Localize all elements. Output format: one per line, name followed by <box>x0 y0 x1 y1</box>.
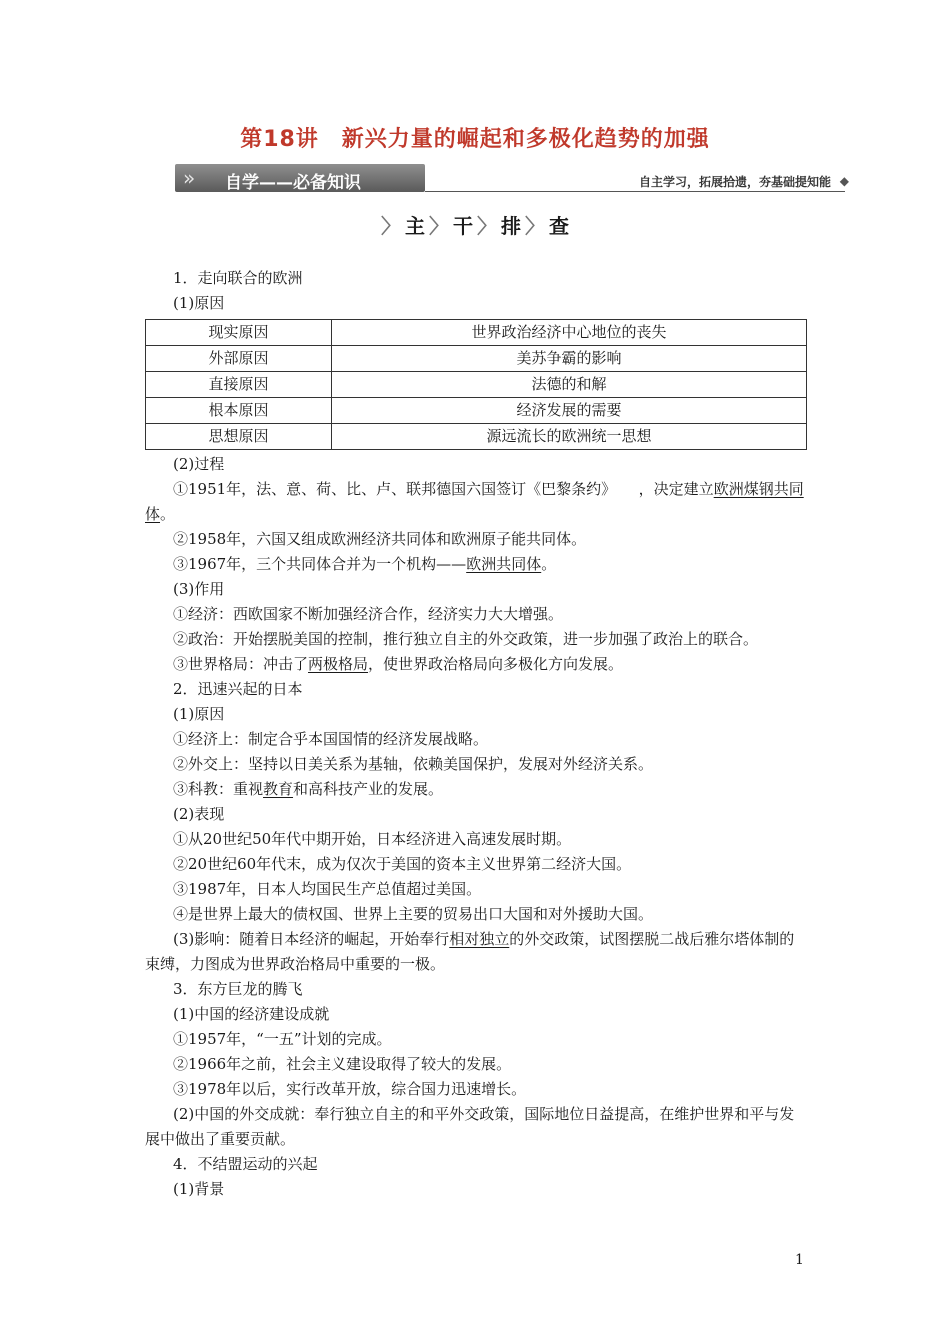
table-row <box>146 372 807 398</box>
text-run: ①1951年，法、意、荷、比、卢、联邦德国六国签订《巴黎条约》 ，决定建立 <box>173 480 714 498</box>
text-run: ③科教：重视 <box>173 780 264 798</box>
subsection-label: (1)背景 <box>173 1180 225 1198</box>
table-cell: 美苏争霸的影响 <box>332 346 807 372</box>
paragraph: ①1957年，“一五”计划的完成。 <box>173 1030 392 1048</box>
table-cell: 经济发展的需要 <box>332 398 807 424</box>
table-row <box>146 346 807 372</box>
table-cell: 根本原因 <box>146 398 332 424</box>
subsection-label: (1)原因 <box>173 294 225 312</box>
paragraph: ①经济：西欧国家不断加强经济合作，经济实力大大增强。 <box>173 605 564 623</box>
text-run: 。 <box>541 555 557 573</box>
paragraph <box>145 777 807 802</box>
table-row <box>146 398 807 424</box>
subhead-char: 干 <box>453 214 473 238</box>
paragraph <box>145 927 807 977</box>
section-heading: 4．不结盟运动的兴起 <box>173 1155 318 1173</box>
main-content <box>145 266 807 1202</box>
section-heading: 1．走向联合的欧洲 <box>173 269 303 287</box>
underlined-term: 欧洲煤钢共同体 <box>145 480 804 523</box>
paragraph: ①从20世纪50年代中期开始，日本经济进入高速发展时期。 <box>173 830 572 848</box>
table-cell: 法德的和解 <box>332 372 807 398</box>
chevron-icon: 〉 <box>381 214 401 238</box>
paragraph: (2)中国的外交成就：奉行独立自主的和平外交政策，国际地位日益提高，在维护世界和平与发展中做出了重要贡献。 <box>145 1105 795 1148</box>
text-run: ，使世界政治格局向多极化方向发展。 <box>368 655 624 673</box>
section-banner <box>175 162 855 196</box>
text-run: 的外交政策，试图摆脱二战后雅尔塔体制的束缚，力图成为世界政治格局中重要的一极。 <box>145 930 795 973</box>
double-chevron-icon: » <box>183 166 196 190</box>
text-run: ③世界格局：冲击了 <box>173 655 309 673</box>
table-cell: 世界政治经济中心地位的丧失 <box>332 320 807 346</box>
paragraph: ②外交上：坚持以日美关系为基轴，依赖美国保护，发展对外经济关系。 <box>173 755 654 773</box>
table-cell: 外部原因 <box>146 346 332 372</box>
table-row <box>146 320 807 346</box>
underlined-term: 教育 <box>263 780 294 798</box>
table-cell: 源远流长的欧洲统一思想 <box>332 424 807 450</box>
paragraph: ②1958年，六国又组成欧洲经济共同体和欧洲原子能共同体。 <box>173 530 587 548</box>
underlined-term: 欧洲共同体 <box>466 555 542 573</box>
underlined-term: 两极格局 <box>308 655 369 673</box>
lesson-title: 第18讲 新兴力量的崛起和多极化趋势的加强 <box>240 127 710 152</box>
table-cell: 现实原因 <box>146 320 332 346</box>
subhead-char: 查 <box>549 214 569 238</box>
underlined-term: 相对独立 <box>449 930 510 948</box>
subsection-heading <box>0 210 950 239</box>
section-heading: 3．东方巨龙的腾飞 <box>173 980 303 998</box>
table-cell: 思想原因 <box>146 424 332 450</box>
subsection-label: (1)原因 <box>173 705 225 723</box>
diamond-icon: ◆ <box>839 174 849 188</box>
table-cell: 直接原因 <box>146 372 332 398</box>
paragraph <box>145 552 807 577</box>
banner-label: 自学——必备知识 <box>225 173 361 193</box>
text-run: 。 <box>160 505 176 523</box>
banner-rule <box>425 191 845 192</box>
paragraph: ②政治：开始摆脱美国的控制，推行独立自主的外交政策，进一步加强了政治上的联合。 <box>173 630 759 648</box>
paragraph <box>145 652 807 677</box>
text-run: ③1967年，三个共同体合并为一个机构—— <box>173 555 467 573</box>
paragraph: ①经济上：制定合乎本国国情的经济发展战略。 <box>173 730 489 748</box>
paragraph: ③1987年，日本人均国民生产总值超过美国。 <box>173 880 482 898</box>
subsection-label: (1)中国的经济建设成就 <box>173 1005 330 1023</box>
table-row <box>146 424 807 450</box>
subsection-label: (3)作用 <box>173 580 225 598</box>
paragraph <box>145 477 807 527</box>
paragraph: ④是世界上最大的债权国、世界上主要的贸易出口大国和对外援助大国。 <box>173 905 654 923</box>
subsection-label: (2)表现 <box>173 805 225 823</box>
subhead-char: 主 <box>405 214 425 238</box>
chevron-icon: 〉 <box>477 214 497 238</box>
text-run: (3)影响：随着日本经济的崛起，开始奉行 <box>173 930 450 948</box>
page-number: 1 <box>795 1252 804 1268</box>
paragraph: ②20世纪60年代末，成为仅次于美国的资本主义世界第二经济大国。 <box>173 855 632 873</box>
paragraph: ②1966年之前，社会主义建设取得了较大的发展。 <box>173 1055 512 1073</box>
section-heading: 2．迅速兴起的日本 <box>173 680 303 698</box>
reasons-table <box>145 319 807 450</box>
subsection-label: (2)过程 <box>173 455 225 473</box>
chevron-icon: 〉 <box>525 214 545 238</box>
banner-bar <box>175 164 425 192</box>
banner-tagline: 自主学习，拓展拾遗，夯基础提知能 <box>638 175 831 189</box>
text-run: 和高科技产业的发展。 <box>293 780 444 798</box>
paragraph: ③1978年以后，实行改革开放，综合国力迅速增长。 <box>173 1080 527 1098</box>
chevron-icon: 〉 <box>429 214 449 238</box>
subhead-char: 排 <box>501 214 521 238</box>
